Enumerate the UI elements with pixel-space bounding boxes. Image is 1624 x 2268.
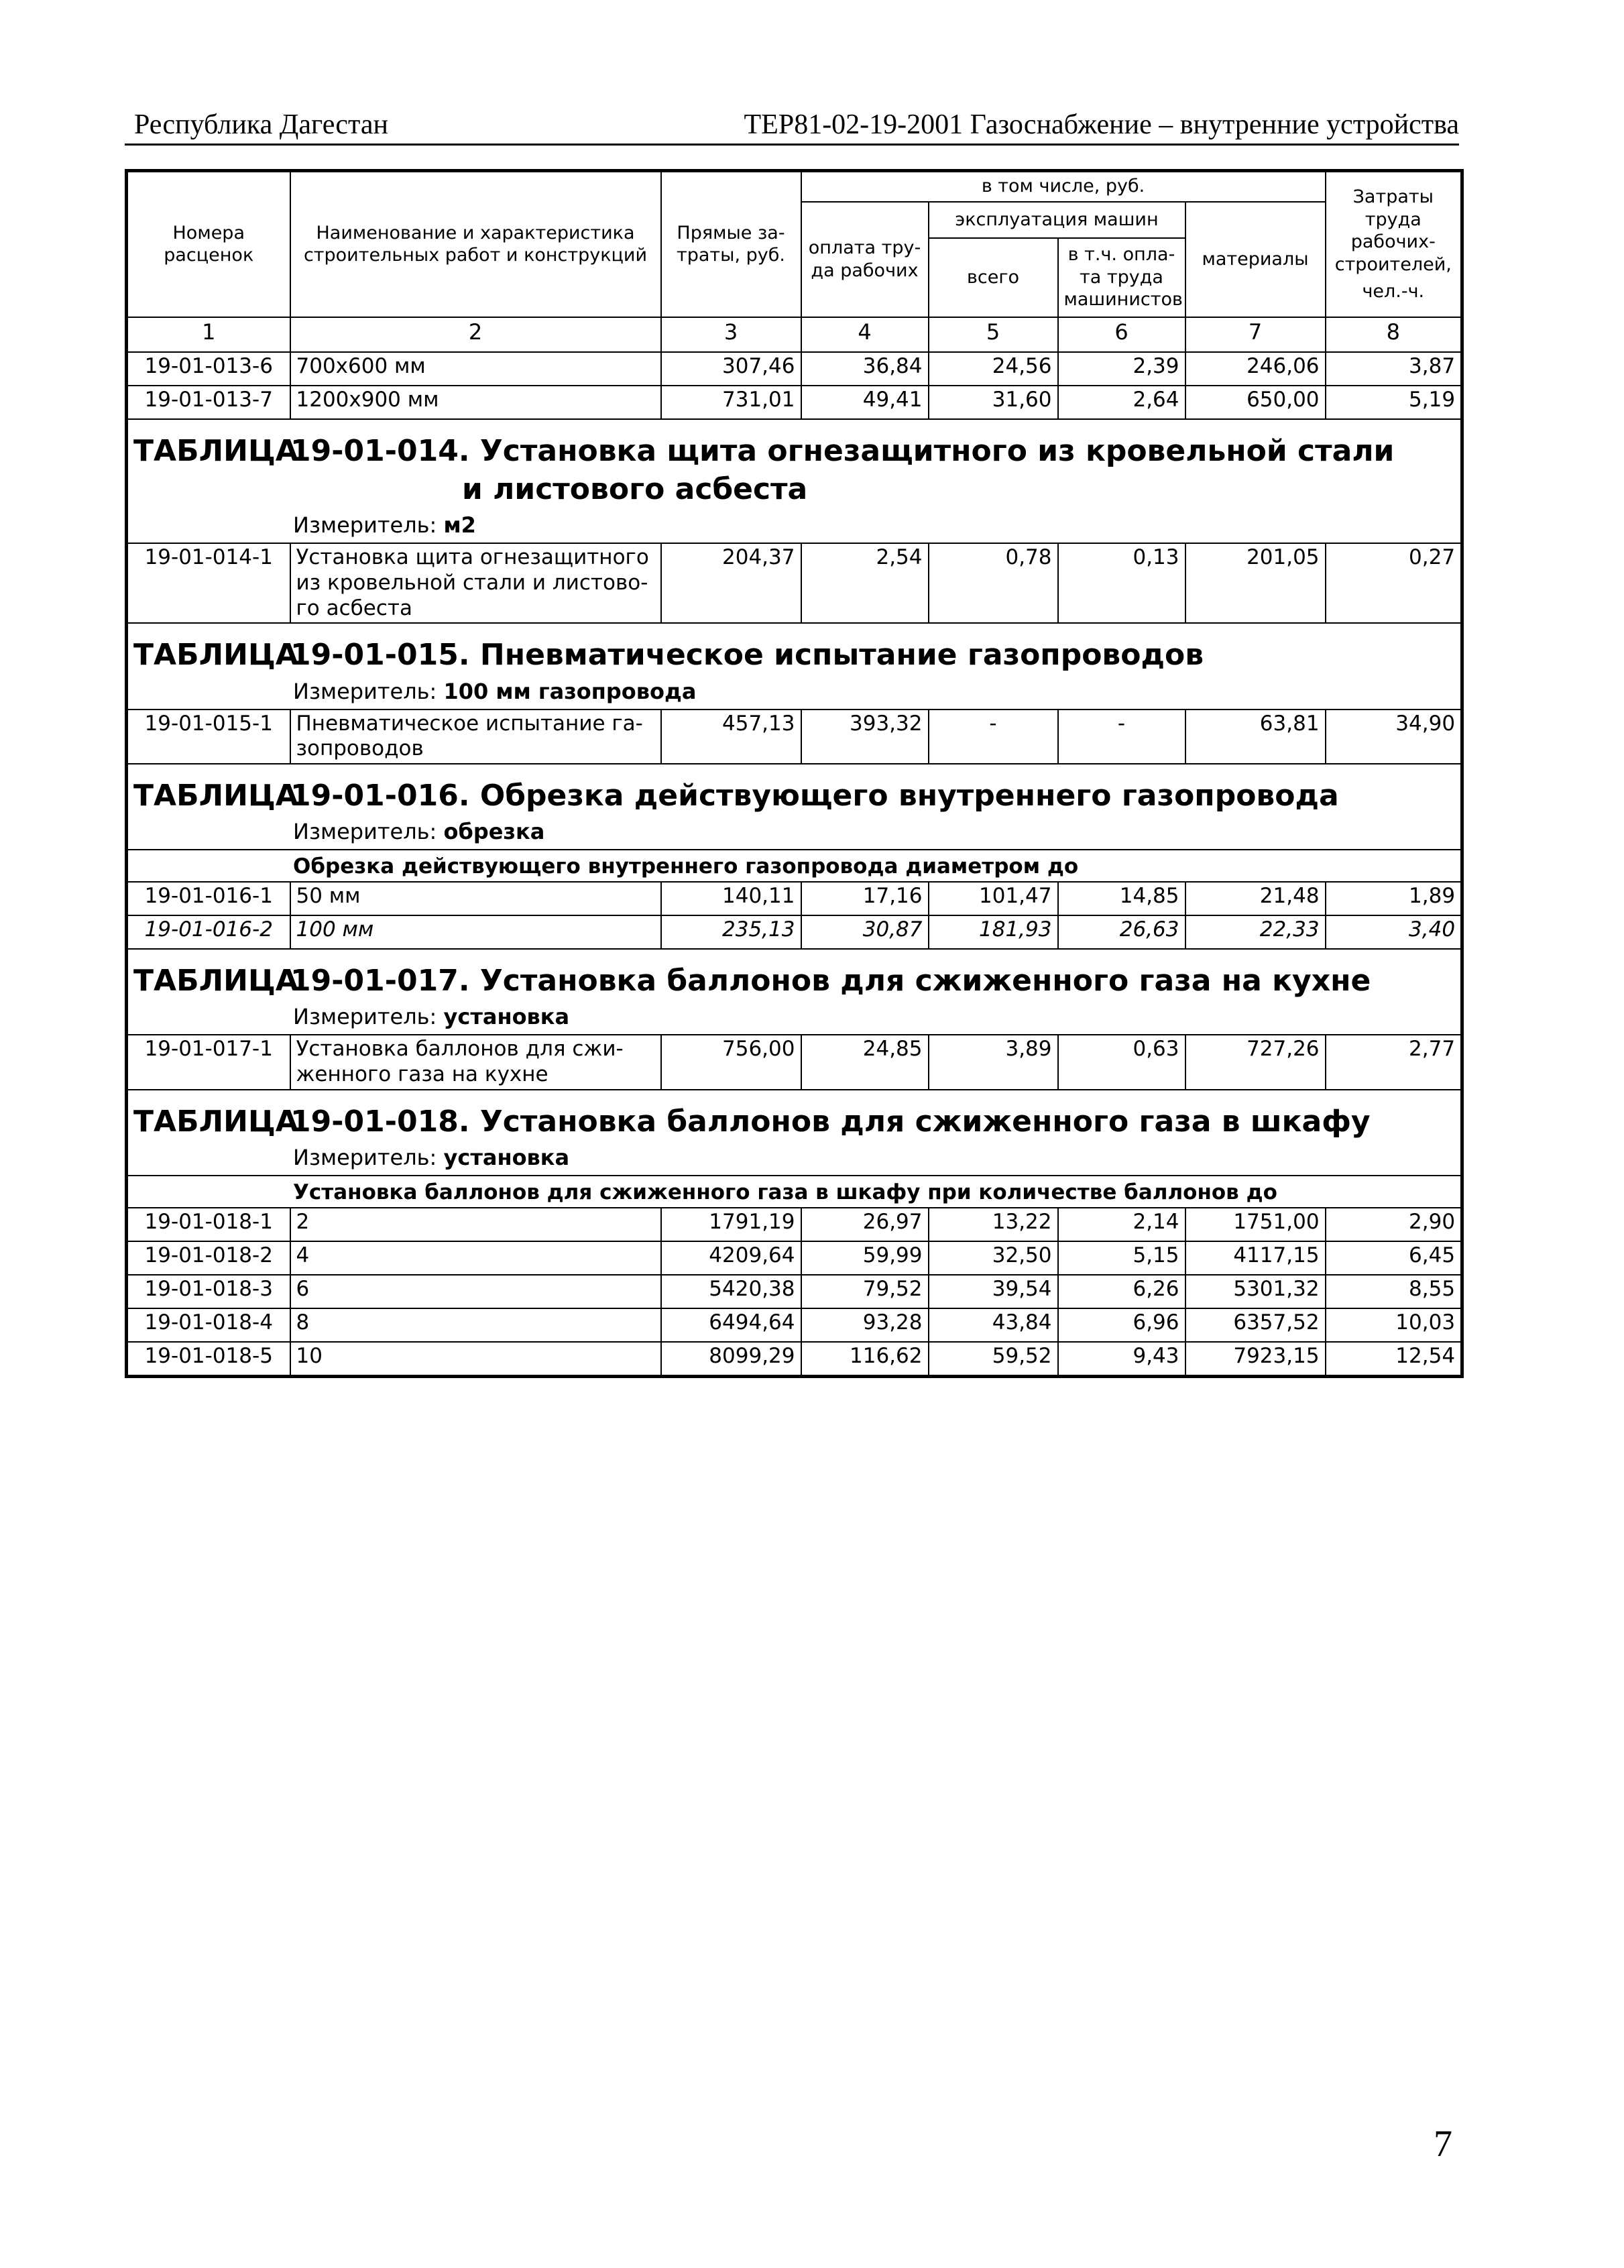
cell-direct: 307,46 (661, 352, 801, 386)
col-header-code: Номера расценок (127, 171, 290, 317)
cell-incl-wage: 26,63 (1058, 915, 1185, 949)
cell-wage: 17,16 (801, 882, 929, 915)
col-header-wage: оплата тру- да рабочих (801, 202, 929, 317)
cell-name: 4 (290, 1241, 661, 1275)
col-header-labor (1326, 171, 1462, 317)
cell-name: 8 (290, 1308, 661, 1342)
cell-labor: 5,19 (1326, 386, 1462, 419)
page-number: 7 (1434, 2123, 1452, 2165)
cell-machines: 59,52 (929, 1342, 1058, 1377)
measure-label: Измеритель: (293, 819, 437, 845)
section-title-018 (127, 1090, 1462, 1145)
cell-code: 19-01-018-2 (127, 1241, 290, 1275)
table-row (127, 1308, 1462, 1342)
measure-unit: м2 (443, 512, 476, 538)
col-num: 8 (1326, 317, 1462, 352)
measure-label: Измеритель: (293, 1004, 437, 1030)
cell-wage: 393,32 (801, 710, 929, 764)
cell-machines: 31,60 (929, 386, 1058, 419)
section-title: 19-01-017. Установка баллонов для сжиженного газа на кухне (290, 964, 1371, 999)
cell-incl-wage: 0,13 (1058, 543, 1185, 623)
cell-materials: 5301,32 (1185, 1275, 1326, 1308)
col-header-incl: в том числе, руб. (801, 171, 1326, 202)
cell-wage: 36,84 (801, 352, 929, 386)
section-title-cont: и листового асбеста (462, 471, 808, 506)
cell-direct: 457,13 (661, 710, 801, 764)
cell-wage: 79,52 (801, 1275, 929, 1308)
col-header-machines: эксплуатация машин (929, 202, 1185, 238)
cell-code: 19-01-013-6 (127, 352, 290, 386)
table-row (127, 352, 1462, 386)
cell-incl-wage: 2,14 (1058, 1208, 1185, 1241)
table-row (127, 1035, 1462, 1090)
cell-labor: 6,45 (1326, 1241, 1462, 1275)
col-header-name: Наименование и характеристика строительных работ и конструкций (290, 171, 661, 317)
cell-incl-wage: 9,43 (1058, 1342, 1185, 1377)
cell-materials: 727,26 (1185, 1035, 1326, 1090)
table-row (127, 710, 1462, 764)
measure-row (127, 1004, 1462, 1035)
cell-direct: 731,01 (661, 386, 801, 419)
measure-unit: установка (443, 1145, 570, 1171)
cell-labor: 2,77 (1326, 1035, 1462, 1090)
cell-machines: 13,22 (929, 1208, 1058, 1241)
cell-materials: 650,00 (1185, 386, 1326, 419)
header-rule (125, 144, 1459, 146)
cell-code: 19-01-013-7 (127, 386, 290, 419)
measure-row (127, 679, 1462, 710)
measure-label: Измеритель: (293, 512, 437, 538)
col-num: 7 (1185, 317, 1326, 352)
cell-name: 2 (290, 1208, 661, 1241)
section-title: 19-01-014. Установка щита огнезащитного из кровельной стали (290, 433, 1395, 468)
cell-materials: 201,05 (1185, 543, 1326, 623)
labor-line-3: чел.-ч. (1362, 280, 1425, 302)
cell-direct: 5420,38 (661, 1275, 801, 1308)
subheader-row (127, 1176, 1462, 1208)
running-header (125, 109, 1459, 145)
cell-machines: 43,84 (929, 1308, 1058, 1342)
measure-row (127, 819, 1462, 850)
col-num: 5 (929, 317, 1058, 352)
cell-direct: 8099,29 (661, 1342, 801, 1377)
measure-label: Измеритель: (293, 678, 437, 704)
cell-direct: 1791,19 (661, 1208, 801, 1241)
section-title-014 (127, 419, 1462, 512)
column-number-row (127, 317, 1462, 352)
cell-materials: 63,81 (1185, 710, 1326, 764)
cell-direct: 204,37 (661, 543, 801, 623)
cell-machines: 0,78 (929, 543, 1058, 623)
section-title: 19-01-015. Пневматическое испытание газопроводов (290, 638, 1204, 673)
table-label: ТАБЛИЦА (133, 779, 298, 813)
cell-incl-wage: 5,15 (1058, 1241, 1185, 1275)
measure-row (127, 1145, 1462, 1176)
cell-incl-wage: 6,26 (1058, 1275, 1185, 1308)
section-title-015 (127, 623, 1462, 678)
cell-materials: 246,06 (1185, 352, 1326, 386)
cell-labor: 0,27 (1326, 543, 1462, 623)
measure-unit: обрезка (443, 819, 545, 845)
col-num: 3 (661, 317, 801, 352)
measure-unit: 100 мм газопровода (443, 678, 697, 704)
cell-code: 19-01-018-4 (127, 1308, 290, 1342)
table-row (127, 915, 1462, 949)
cell-labor: 34,90 (1326, 710, 1462, 764)
table-row (127, 1208, 1462, 1241)
cell-materials: 4117,15 (1185, 1241, 1326, 1275)
section-title-016 (127, 764, 1462, 819)
cell-labor: 1,89 (1326, 882, 1462, 915)
labor-line-1: Затраты (1352, 186, 1434, 207)
cell-labor: 10,03 (1326, 1308, 1462, 1342)
cell-code: 19-01-018-3 (127, 1275, 290, 1308)
cell-machines: 3,89 (929, 1035, 1058, 1090)
cell-wage: 49,41 (801, 386, 929, 419)
header-document-title: ТЕР81-02-19-2001 Газоснабжение – внутренние устройства (744, 109, 1459, 140)
cell-materials: 22,33 (1185, 915, 1326, 949)
cell-wage: 2,54 (801, 543, 929, 623)
table-label: ТАБЛИЦА (133, 964, 298, 999)
cell-materials: 21,48 (1185, 882, 1326, 915)
cell-labor: 2,90 (1326, 1208, 1462, 1241)
cell-materials: 7923,15 (1185, 1342, 1326, 1377)
cell-code: 19-01-016-1 (127, 882, 290, 915)
cell-name: Установка баллонов для сжи- женного газа на кухне (290, 1035, 661, 1090)
cell-machines: 32,50 (929, 1241, 1058, 1275)
cell-name: 6 (290, 1275, 661, 1308)
price-table (125, 169, 1464, 1378)
cell-materials: 1751,00 (1185, 1208, 1326, 1241)
cell-code: 19-01-018-1 (127, 1208, 290, 1241)
cell-direct: 235,13 (661, 915, 801, 949)
cell-name: 10 (290, 1342, 661, 1377)
cell-incl-wage: 0,63 (1058, 1035, 1185, 1090)
subheader-row (127, 850, 1462, 882)
cell-name: 100 мм (290, 915, 661, 949)
cell-code: 19-01-015-1 (127, 710, 290, 764)
table-row (127, 543, 1462, 623)
cell-direct: 140,11 (661, 882, 801, 915)
cell-wage: 30,87 (801, 915, 929, 949)
cell-code: 19-01-017-1 (127, 1035, 290, 1090)
section-title: 19-01-018. Установка баллонов для сжиженного газа в шкафу (290, 1104, 1371, 1139)
cell-labor: 3,40 (1326, 915, 1462, 949)
cell-machines: 24,56 (929, 352, 1058, 386)
col-num: 2 (290, 317, 661, 352)
cell-labor: 3,87 (1326, 352, 1462, 386)
cell-code: 19-01-018-5 (127, 1342, 290, 1377)
cell-incl-wage: 2,64 (1058, 386, 1185, 419)
table-row (127, 882, 1462, 915)
table-header-row (127, 171, 1462, 202)
cell-labor: 12,54 (1326, 1342, 1462, 1377)
table-label: ТАБЛИЦА (133, 1104, 298, 1139)
cell-name: Пневматическое испытание га- зопроводов (290, 710, 661, 764)
cell-wage: 59,99 (801, 1241, 929, 1275)
subheader: Обрезка действующего внутреннего газопровода диаметром до (127, 850, 1462, 882)
cell-machines: 181,93 (929, 915, 1058, 949)
col-header-incl-wage: в т.ч. опла- та труда машинистов (1058, 238, 1185, 317)
cell-materials: 6357,52 (1185, 1308, 1326, 1342)
cell-machines: 101,47 (929, 882, 1058, 915)
table-label: ТАБЛИЦА (133, 638, 298, 673)
subheader: Установка баллонов для сжиженного газа в шкафу при количестве баллонов до (127, 1176, 1462, 1208)
table-label: ТАБЛИЦА (133, 433, 298, 468)
cell-code: 19-01-016-2 (127, 915, 290, 949)
cell-labor: 8,55 (1326, 1275, 1462, 1308)
col-num: 4 (801, 317, 929, 352)
cell-machines: 39,54 (929, 1275, 1058, 1308)
cell-machines: - (929, 710, 1058, 764)
cell-incl-wage: 2,39 (1058, 352, 1185, 386)
measure-row (127, 512, 1462, 543)
cell-name: 1200x900 мм (290, 386, 661, 419)
cell-name: Установка щита огнезащитного из кровельной стали и листово- го асбеста (290, 543, 661, 623)
col-num: 1 (127, 317, 290, 352)
cell-direct: 756,00 (661, 1035, 801, 1090)
table-row (127, 1342, 1462, 1377)
section-title: 19-01-016. Обрезка действующего внутреннего газопровода (290, 779, 1339, 813)
cell-direct: 6494,64 (661, 1308, 801, 1342)
cell-incl-wage: - (1058, 710, 1185, 764)
table-row (127, 386, 1462, 419)
measure-unit: установка (443, 1004, 570, 1030)
col-header-materials: материалы (1185, 202, 1326, 317)
cell-name: 700x600 мм (290, 352, 661, 386)
col-header-total: всего (929, 238, 1058, 317)
section-title-017 (127, 949, 1462, 1004)
cell-incl-wage: 14,85 (1058, 882, 1185, 915)
cell-incl-wage: 6,96 (1058, 1308, 1185, 1342)
cell-direct: 4209,64 (661, 1241, 801, 1275)
col-num: 6 (1058, 317, 1185, 352)
labor-line-2: труда рабочих- строителей, (1334, 209, 1452, 276)
table-row (127, 1275, 1462, 1308)
cell-wage: 26,97 (801, 1208, 929, 1241)
cell-code: 19-01-014-1 (127, 543, 290, 623)
col-header-direct: Прямые за- траты, руб. (661, 171, 801, 317)
measure-label: Измеритель: (293, 1145, 437, 1171)
cell-name: 50 мм (290, 882, 661, 915)
cell-wage: 93,28 (801, 1308, 929, 1342)
table-row (127, 1241, 1462, 1275)
cell-wage: 116,62 (801, 1342, 929, 1377)
header-region: Республика Дагестан (134, 109, 389, 140)
cell-wage: 24,85 (801, 1035, 929, 1090)
